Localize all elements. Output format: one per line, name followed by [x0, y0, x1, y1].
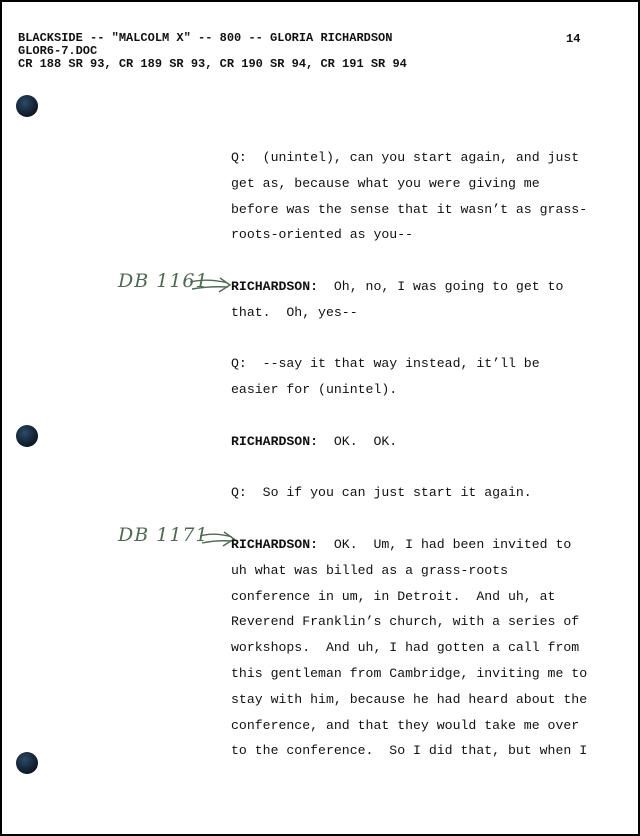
- dialogue-line: (unintel), can you start again, and just: [246, 150, 580, 165]
- answer-1: [231, 274, 611, 326]
- speaker-label: Q:: [231, 356, 247, 372]
- dialogue-line: roots-oriented as you--: [231, 227, 414, 243]
- dialogue-line: before was the sense that it wasn’t as grass-: [231, 201, 588, 217]
- speaker-label: RICHARDSON:: [231, 278, 319, 294]
- dialogue-line: conference in um, in Detroit. And uh, at: [231, 588, 556, 604]
- binder-hole-top: [16, 95, 38, 117]
- dialogue-line: to the conference. So I did that, but when I: [231, 743, 588, 759]
- dialogue-line: uh what was billed as a grass-roots: [231, 562, 508, 578]
- dialogue-line: Reverend Franklin’s church, with a series of: [231, 614, 580, 630]
- arrow-icon: [188, 274, 234, 296]
- question-1: [231, 145, 611, 248]
- dialogue-line: get as, because what you were giving me: [231, 175, 540, 191]
- dialogue-line: OK. OK.: [318, 433, 398, 449]
- document-header: [18, 32, 407, 71]
- speaker-label: RICHARDSON:: [231, 536, 319, 552]
- dialogue-line: conference, and that they would take me over: [231, 717, 580, 733]
- dialogue-line: that. Oh, yes--: [231, 304, 358, 320]
- dialogue-line: OK. Um, I had been invited to: [318, 536, 572, 552]
- speaker-label: Q:: [231, 150, 247, 165]
- header-filename: GLOR6-7.DOC: [18, 44, 98, 58]
- dialogue-line: this gentleman from Cambridge, inviting me to: [231, 665, 588, 681]
- dialogue-line: --say it that way instead, it’ll be: [246, 356, 540, 372]
- transcript-body: [231, 145, 611, 764]
- answer-2: [231, 429, 611, 455]
- header-title: BLACKSIDE -- "MALCOLM X" -- 800 -- GLORIA RICHARDSON: [18, 31, 393, 45]
- binder-hole-middle: [16, 425, 38, 447]
- question-2: [231, 351, 611, 403]
- speaker-label: Q:: [231, 485, 247, 501]
- binder-hole-bottom: [16, 752, 38, 774]
- note-2-text: DB 1171: [118, 524, 209, 546]
- page-number: 14: [566, 32, 581, 46]
- dialogue-line: So if you can just start it again.: [246, 485, 532, 501]
- header-roll-codes: CR 188 SR 93, CR 189 SR 93, CR 190 SR 94, CR 191 SR 94: [18, 57, 407, 71]
- note-1-text: DB 1161: [118, 270, 209, 292]
- dialogue-line: easier for (unintel).: [231, 382, 398, 398]
- dialogue-line: workshops. And uh, I had gotten a call from: [231, 640, 580, 656]
- handwritten-note-2: [118, 524, 209, 546]
- dialogue-line: stay with him, because he had heard about the: [231, 691, 588, 707]
- answer-3: [231, 532, 611, 764]
- speaker-label: RICHARDSON:: [231, 433, 319, 449]
- dialogue-line: Oh, no, I was going to get to: [318, 278, 564, 294]
- question-3: [231, 480, 611, 506]
